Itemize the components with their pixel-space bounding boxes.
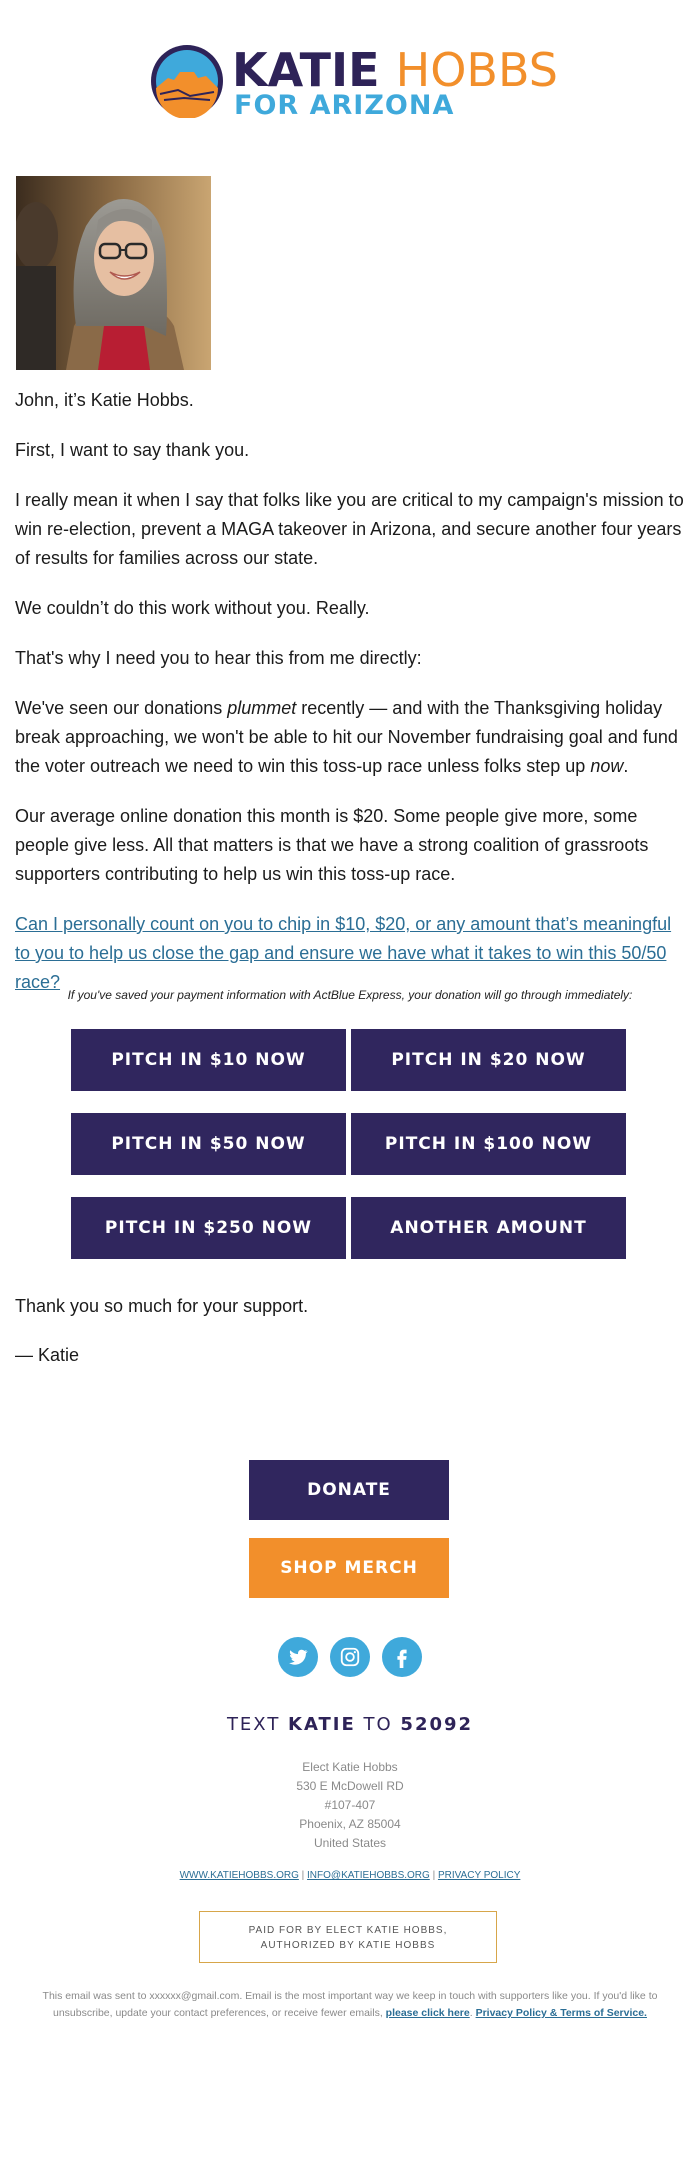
- text-mid: TO: [355, 1714, 401, 1735]
- paragraph-mission: I really mean it when I say that folks like you are critical to my campaign's mission to win re-election, prevent a MAGA takeover in Arizona, and secure another four years of results for families across our state.: [15, 490, 684, 568]
- pitch-in-100-button[interactable]: PITCH IN $100 NOW: [351, 1113, 626, 1175]
- social-links: [0, 1637, 700, 1677]
- website-link[interactable]: WWW.KATIEHOBBS.ORG: [179, 1870, 299, 1881]
- paragraph-ask: [15, 910, 687, 997]
- logo-wordmark: [232, 44, 558, 96]
- candidate-photo: [16, 176, 211, 370]
- greeting: John, it’s Katie Hobbs.: [15, 390, 194, 410]
- footer-donate-button[interactable]: DONATE: [249, 1460, 449, 1520]
- paragraph-average: Our average online donation this month is $20. Some people give more, some people give less. All that matters is that we have a strong coalition of grassroots supporters contributing to help us win this toss-up race.: [15, 806, 649, 884]
- now-emphasis: now: [590, 756, 624, 776]
- unsubscribe-link[interactable]: please click here: [385, 2007, 470, 2019]
- plummet-text-c: .: [623, 756, 629, 776]
- paragraph-directly: That's why I need you to hear this from me directly:: [15, 648, 422, 668]
- pitch-in-20-button[interactable]: PITCH IN $20 NOW: [351, 1029, 626, 1091]
- paragraph-couldnt: We couldn’t do this work without you. Really.: [15, 598, 370, 618]
- privacy-terms-link[interactable]: Privacy Policy & Terms of Service.: [475, 2007, 647, 2019]
- facebook-icon[interactable]: [382, 1637, 422, 1677]
- paragraph-plummet: [15, 694, 687, 781]
- logo-first-name: KATIE: [232, 43, 380, 97]
- address-line: Elect Katie Hobbs: [302, 1760, 398, 1774]
- paid-line-2: AUTHORIZED BY KATIE HOBBS: [260, 1940, 436, 1951]
- text-prefix: TEXT: [226, 1714, 289, 1735]
- paid-line-1: PAID FOR BY ELECT KATIE HOBBS,: [248, 1925, 448, 1936]
- text-number: 52092: [400, 1714, 474, 1735]
- privacy-policy-link[interactable]: PRIVACY POLICY: [437, 1870, 521, 1881]
- pitch-in-250-button[interactable]: PITCH IN $250 NOW: [71, 1197, 346, 1259]
- closing: [15, 1292, 687, 1390]
- arizona-mesa-icon: [150, 44, 224, 118]
- text-keyword: KATIE: [288, 1714, 356, 1735]
- letter-body: [15, 386, 687, 1018]
- legal-footer: [20, 1988, 680, 2022]
- email-link[interactable]: INFO@KATIEHOBBS.ORG: [307, 1870, 430, 1881]
- shop-merch-button[interactable]: SHOP MERCH: [249, 1538, 449, 1598]
- logo-subtitle: FOR ARIZONA: [234, 90, 455, 121]
- address-line: #107-407: [324, 1798, 376, 1812]
- another-amount-button[interactable]: ANOTHER AMOUNT: [351, 1197, 626, 1259]
- pitch-in-10-button[interactable]: PITCH IN $10 NOW: [71, 1029, 346, 1091]
- legal-text: This email was sent to xxxxxx@gmail.com. Email is the most important way we keep in touch with supporters like you. If you'd like to unsubscribe, update your contact preferences, or receive fewer emails,: [42, 1990, 658, 2019]
- logo-last-name: HOBBS: [395, 43, 558, 97]
- address-line: Phoenix, AZ 85004: [299, 1817, 401, 1831]
- plummet-emphasis: plummet: [227, 698, 297, 718]
- campaign-logo: [150, 43, 558, 124]
- instagram-icon[interactable]: [330, 1637, 370, 1677]
- portrait-photo-icon: [16, 176, 211, 370]
- actblue-express-note: If you've saved your payment information with ActBlue Express, your donation will go through immediately:: [67, 988, 633, 1002]
- signoff: — Katie: [15, 1345, 80, 1365]
- paragraph-thanks: First, I want to say thank you.: [15, 440, 250, 460]
- plummet-text-a: We've seen our donations: [15, 698, 228, 718]
- address-line: United States: [313, 1836, 387, 1850]
- plummet-text-b: recently — and with the Thanksgiving holiday break approaching, we won't be able to hit our November fundraising goal and fund the voter outreach we need to win this toss-up race unless folks step up: [15, 698, 678, 776]
- address-line: 530 E McDowell RD: [296, 1779, 404, 1793]
- mailing-address: [0, 1758, 700, 1853]
- legal-separator: .: [469, 2007, 476, 2019]
- pitch-in-50-button[interactable]: PITCH IN $50 NOW: [71, 1113, 346, 1175]
- twitter-icon[interactable]: [278, 1637, 318, 1677]
- footer-links: WWW.KATIEHOBBS.ORG | INFO@KATIEHOBBS.ORG | PRIVACY POLICY: [179, 1870, 521, 1881]
- paid-for-disclaimer: [199, 1911, 497, 1963]
- text-to-join: [0, 1714, 700, 1735]
- ask-link[interactable]: Can I personally count on you to chip in $10, $20, or any amount that’s meaningful to you to help us close the gap and ensure we have what it takes to win this 50/50 race?: [15, 914, 672, 992]
- closing-thanks: Thank you so much for your support.: [15, 1296, 309, 1316]
